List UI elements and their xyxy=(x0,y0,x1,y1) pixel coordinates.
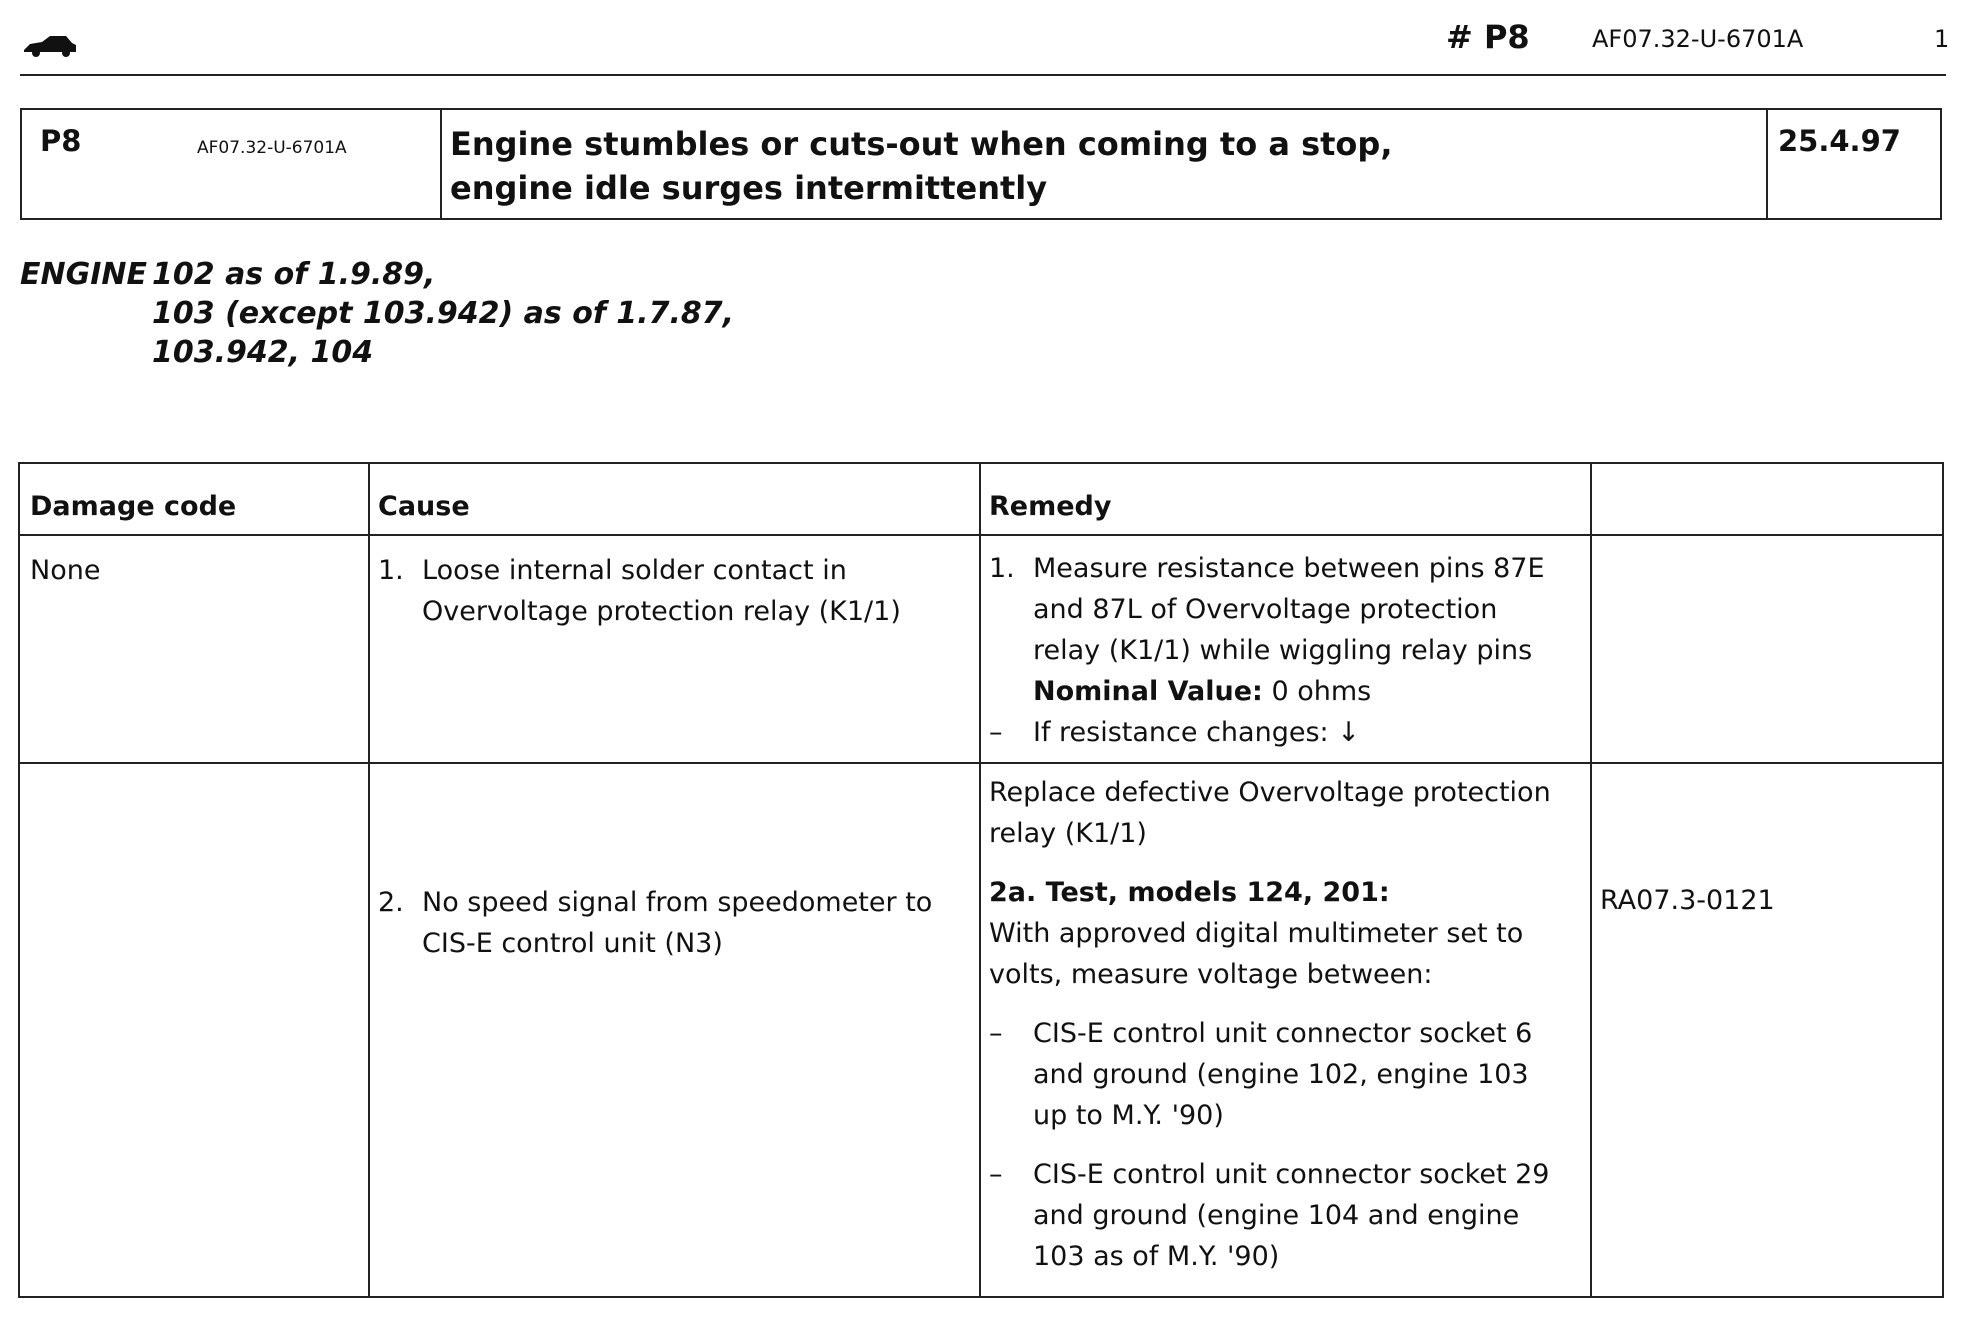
engine-line: 102 as of 1.9.89, xyxy=(152,257,436,292)
dash-bullet: – xyxy=(989,717,1003,748)
header-doc-id: AF07.32-U-6701A xyxy=(1592,25,1804,53)
column-divider xyxy=(1590,464,1592,1296)
header-code: # P8 xyxy=(1446,18,1530,56)
replace-text: Replace defective Overvoltage protection relay (K1/1) xyxy=(989,777,1551,849)
title-code: P8 xyxy=(40,124,82,158)
measure-point-text: CIS-E control unit connector socket 29 and ground (engine 104 and engine 103 as of M.Y. '90) xyxy=(1033,1159,1550,1272)
cause-item-1 xyxy=(378,550,948,632)
row-divider xyxy=(20,534,1942,536)
remedy-item-2 xyxy=(989,772,1571,1277)
engine-line: 103.942, 104 xyxy=(152,335,374,370)
title-date: 25.4.97 xyxy=(1778,124,1901,158)
cause-item-2 xyxy=(378,882,948,964)
title-box xyxy=(20,108,1942,220)
diagnosis-table xyxy=(18,462,1944,1298)
remedy-step xyxy=(989,548,1571,671)
dash-bullet: – xyxy=(989,1159,1003,1190)
page-number: 1 xyxy=(1934,25,1950,53)
condition-text: If resistance changes: ↓ xyxy=(1033,717,1360,748)
column-divider xyxy=(979,464,981,1296)
reference-code: RA07.3-0121 xyxy=(1600,885,1775,916)
engine-label: ENGINE xyxy=(20,257,147,292)
remedy-item-1 xyxy=(989,548,1571,753)
cause-number: 1. xyxy=(378,555,404,586)
cause-number: 2. xyxy=(378,887,404,918)
remedy-number: 1. xyxy=(989,553,1015,584)
cause-text: Loose internal solder contact in Overvoltage protection relay (K1/1) xyxy=(422,555,901,627)
nominal-number: 0 ohms xyxy=(1271,676,1372,707)
dash-bullet: – xyxy=(989,1018,1003,1049)
title-doc-id: AF07.32-U-6701A xyxy=(197,138,347,158)
measure-point-text: CIS-E control unit connector socket 6 and ground (engine 102, engine 103 up to M.Y. '90) xyxy=(1033,1018,1533,1131)
engine-line: 103 (except 103.942) as of 1.7.87, xyxy=(152,296,734,331)
engine-lines xyxy=(152,255,852,372)
page-header xyxy=(20,18,1950,76)
column-divider xyxy=(368,464,370,1296)
remedy-condition xyxy=(989,712,1571,753)
measure-point-2 xyxy=(989,1154,1571,1277)
column-header-damage-code: Damage code xyxy=(30,491,237,522)
car-icon xyxy=(22,34,78,58)
title-date-cell xyxy=(1766,110,1942,218)
test-text: With approved digital multimeter set to volts, measure voltage between: xyxy=(989,918,1524,990)
test-heading: 2a. Test, models 124, 201: xyxy=(989,877,1390,908)
title-code-cell xyxy=(22,110,442,218)
row-divider xyxy=(20,762,1942,764)
measure-point-1 xyxy=(989,1013,1571,1136)
nominal-label: Nominal Value: xyxy=(1033,676,1263,707)
cause-text: No speed signal from speedometer to CIS-E control unit (N3) xyxy=(422,887,933,959)
damage-code-value: None xyxy=(30,555,101,586)
nominal-value xyxy=(1033,671,1571,712)
column-header-remedy: Remedy xyxy=(989,491,1112,522)
remedy-text: Measure resistance between pins 87E and 87L of Overvoltage protection relay (K1/1) while wiggling relay pins xyxy=(1033,553,1545,666)
page-title: Engine stumbles or cuts-out when coming to a stop, engine idle surges intermittently xyxy=(450,125,1393,207)
column-header-cause: Cause xyxy=(378,491,470,522)
